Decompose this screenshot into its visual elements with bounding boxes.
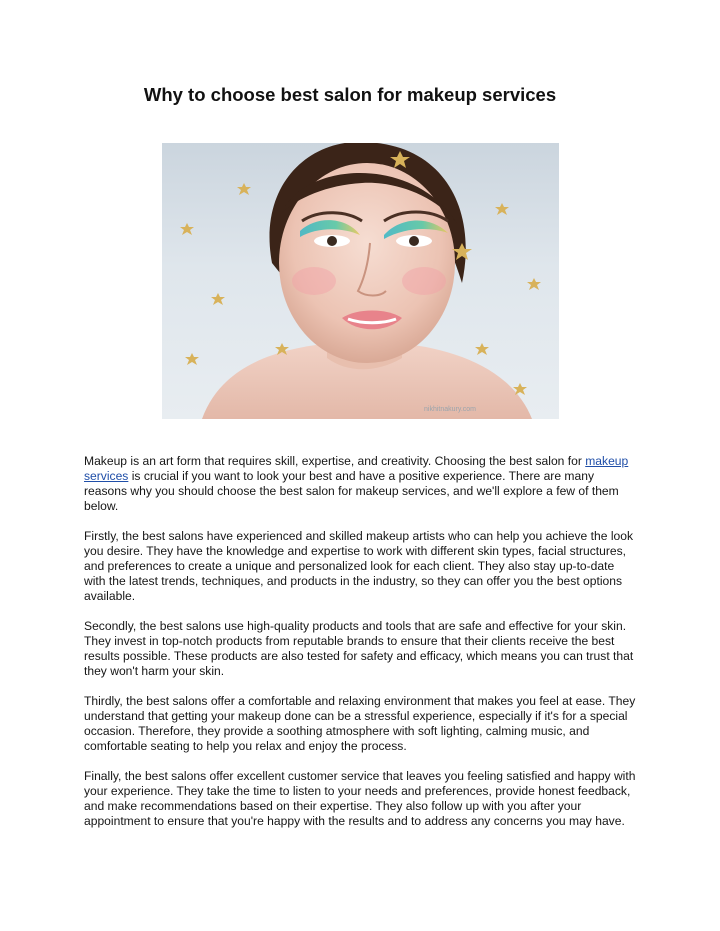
paragraph-intro-text-start: Makeup is an art form that requires skill, expertise, and creativity. Choosing the best salon for	[84, 454, 586, 468]
portrait-photo-icon	[162, 143, 559, 419]
paragraph-intro-text-end: is crucial if you want to look your best and have a positive experience. There are many reasons why you should choose the best salon for makeup services, and we'll explore a few of them below.	[84, 469, 619, 513]
paragraph-intro	[84, 454, 636, 514]
paragraph-secondly: Secondly, the best salons use high-quality products and tools that are safe and effective for your skin. They invest in top-notch products from reputable brands to ensure that their clients receive the best results possible. These products are also tested for safety and efficacy, which means you can trust that they won't harm your skin.	[84, 619, 634, 678]
article-body	[84, 454, 636, 844]
hero-image	[162, 143, 559, 419]
paragraph-firstly: Firstly, the best salons have experienced and skilled makeup artists who can help you achieve the look you desire. They have the knowledge and expertise to work with different skin types, facial structures, and preferences to create a unique and personalized look for each client. They also stay up-to-date with the latest trends, techniques, and products in the industry, so they can offer you the best options available.	[84, 529, 634, 603]
paragraph-thirdly: Thirdly, the best salons offer a comfortable and relaxing environment that makes you feel at ease. They understand that getting your makeup done can be a stressful experience, especially if it's for a special occasion. Therefore, they provide a soothing atmosphere with soft lighting, calming music, and comfortable seating to help you relax and enjoy the process.	[84, 694, 636, 753]
svg-text:nikhitnakury.com: nikhitnakury.com	[424, 406, 477, 413]
paragraph-finally: Finally, the best salons offer excellent customer service that leaves you feeling satisfied and happy with your experience. They take the time to listen to your needs and preferences, provide honest feedback, and make recommendations based on their expertise. They also follow up with you after your appointment to ensure that you're happy with the results and to address any concerns you may have.	[84, 769, 636, 828]
makeup-services-link[interactable]: makeup services	[84, 454, 629, 483]
page-title: Why to choose best salon for makeup services	[143, 84, 557, 105]
